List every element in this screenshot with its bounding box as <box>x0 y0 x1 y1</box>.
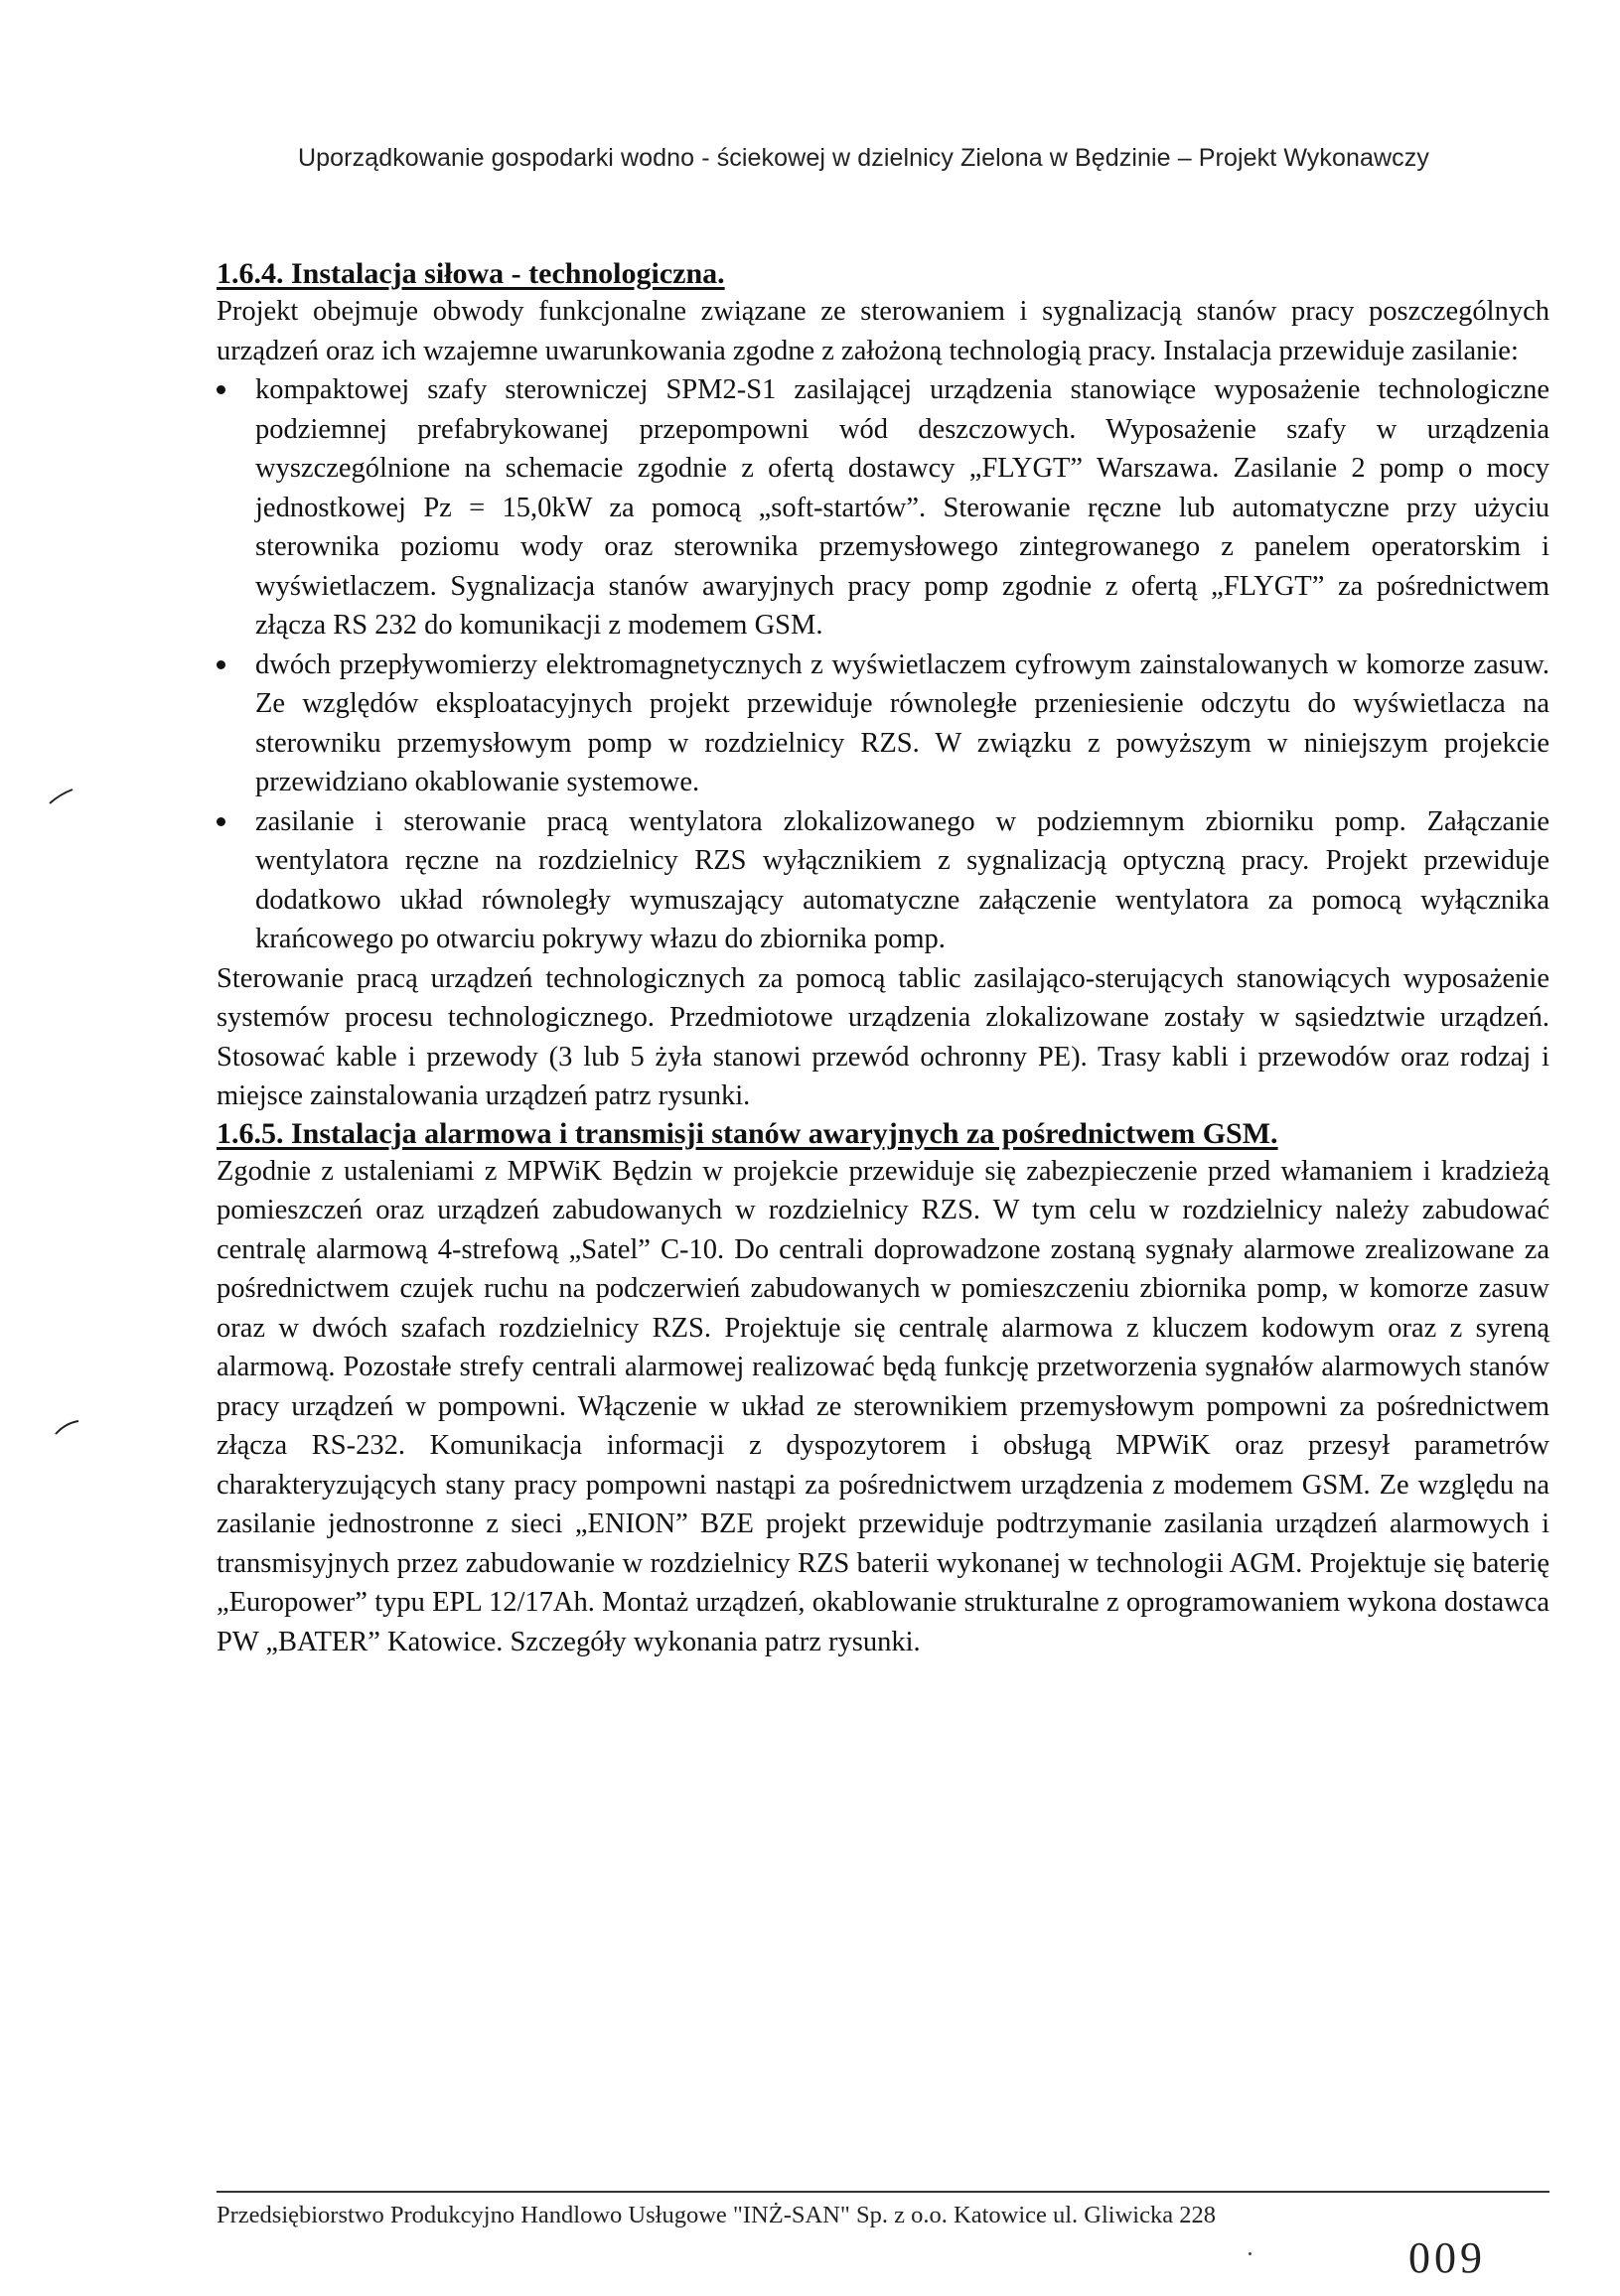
bullet-icon <box>217 817 225 826</box>
footer-divider <box>217 2191 1549 2193</box>
scan-speck <box>1249 2252 1252 2255</box>
list-item <box>217 802 1549 959</box>
list-item-text: kompaktowej szafy sterowniczej SPM2-S1 zasilającej urządzenia stanowiące wyposażenie technologiczne podziemnej prefabrykowanej przepompowni wód deszczowych. Wyposażenie szafy w urządzenia wyszczególnione na schemacie zgodnie z ofertą dostawcy „FLYGT” Warszawa. Zasilanie 2 pomp o mocy jednostkowej Pz = 15,0kW za pomocą „soft-startów”. Sterowanie ręczne lub automatyczne przy użyciu sterownika poziomu wody oraz sterownika przemysłowego zintegrowanego z panelem operatorskim i wyświetlaczem. Sygnalizacja stanów awaryjnych pracy pomp zgodnie z ofertą „FLYGT” za pośrednictwem złącza RS 232 do komunikacji z modemem GSM. <box>255 374 1549 641</box>
paragraph: Zgodnie z ustaleniami z MPWiK Będzin w projekcie przewiduje się zabezpieczenie przed włamaniem i kradzieżą pomieszczeń oraz urządzeń zabudowanych w rozdzielnicy RZS. W tym celu w rozdzielnicy należy zabudować centralę alarmową 4-strefową „Satel” C-10. Do centrali doprowadzone zostaną sygnały alarmowe zrealizowane za pośrednictwem czujek ruchu na podczerwień zabudowanych w pomieszczeniu zbiornika pomp, w komorze zasuw oraz w dwóch szafach rozdzielnicy RZS. Projektuje się centralę alarmowa z kluczem kodowym oraz z syreną alarmową. Pozostałe strefy centrali alarmowej realizować będą funkcję przetworzenia sygnałów alarmowych stanów pracy urządzeń w pompowni. Włączenie w układ ze sterownikiem przemysłowym pompowni za pośrednictwem złącza RS-232. Komunikacja informacji z dyspozytorem i obsługą MPWiK oraz przesył parametrów charakteryzujących stany pracy pompowni nastąpi za pośrednictwem urządzenia z modemem GSM. Ze względu na zasilanie jednostronne z sieci „ENION” BZE projekt przewiduje podtrzymanie zasilania urządzeń alarmowych i transmisyjnych przez zabudowanie w rozdzielnicy RZS baterii wykonanej w technologii AGM. Projektuje się baterię „Europower” typu EPL 12/17Ah. Montaż urządzeń, okablowanie strukturalne z oprogramowaniem wykona dostawca PW „BATER” Katowice. Szczegóły wykonania patrz rysunki. <box>217 1155 1549 1657</box>
list-item <box>217 370 1549 646</box>
bullet-icon <box>217 660 225 669</box>
paragraph: Sterowanie pracą urządzeń technologicznych za pomocą tablic zasilająco-sterujących stanowiących wyposażenie systemów procesu technologicznego. Przedmiotowe urządzenia zlokalizowane zostały w sąsiedztwie urządzeń. Stosować kable i przewody (3 lub 5 żyła stanowi przewód ochronny PE). Trasy kabli i przewodów oraz rodzaj i miejsce zainstalowania urządzeń patrz rysunki. <box>217 962 1549 1111</box>
footer-company: Przedsiębiorstwo Produkcyjno Handlowo Usługowe "INŻ-SAN" Sp. z o.o. Katowice ul. Gliwicka 228 <box>217 2202 1216 2228</box>
margin-annotation-mark <box>48 787 75 806</box>
paragraph: Projekt obejmuje obwody funkcjonalne związane ze sterowaniem i sygnalizacją stanów pracy poszczególnych urządzeń oraz ich wzajemne uwarunkowania zgodne z założoną technologią pracy. Instalacja przewiduje zasilanie: <box>217 296 1549 366</box>
list-item-text: dwóch przepływomierzy elektromagnetycznych z wyświetlaczem cyfrowym zainstalowanych w komorze zasuw. Ze względów eksploatacyjnych projekt przewiduje równoległe przeniesienie odczytu do wyświetlacza na sterowniku przemysłowym pomp w rozdzielnicy RZS. W związku z powyższym w niniejszym projekcie przewidziano okablowanie systemowe. <box>255 648 1549 797</box>
margin-annotation-mark <box>54 1417 81 1437</box>
list-item-text: zasilanie i sterowanie pracą wentylatora zlokalizowanego w podziemnym zbiorniku pomp. Załączanie wentylatora ręczne na rozdzielnicy RZS wyłącznikiem z sygnalizacją optyczną pracy. Projekt przewiduje dodatkowo układ równoległy wymuszający automatyczne załączenie wentylatora za pomocą wyłącznika krańcowego po otwarciu pokrywy włazu do zbiornika pomp. <box>255 805 1549 954</box>
document-body <box>217 256 1549 1661</box>
bullet-icon <box>217 385 225 394</box>
section-title: 1.6.4. Instalacja siłowa - technologiczna. <box>217 257 725 290</box>
running-header: Uporządkowanie gospodarki wodno - ściekowej w dzielnicy Zielona w Będzinie – Projekt Wykonawczy <box>298 144 1429 172</box>
bullet-list <box>217 370 1549 959</box>
list-item <box>217 646 1549 802</box>
section-title: 1.6.5. Instalacja alarmowa i transmisji stanów awaryjnych za pośrednictwem GSM. <box>217 1116 1278 1150</box>
page-number: 009 <box>1408 2233 1486 2282</box>
